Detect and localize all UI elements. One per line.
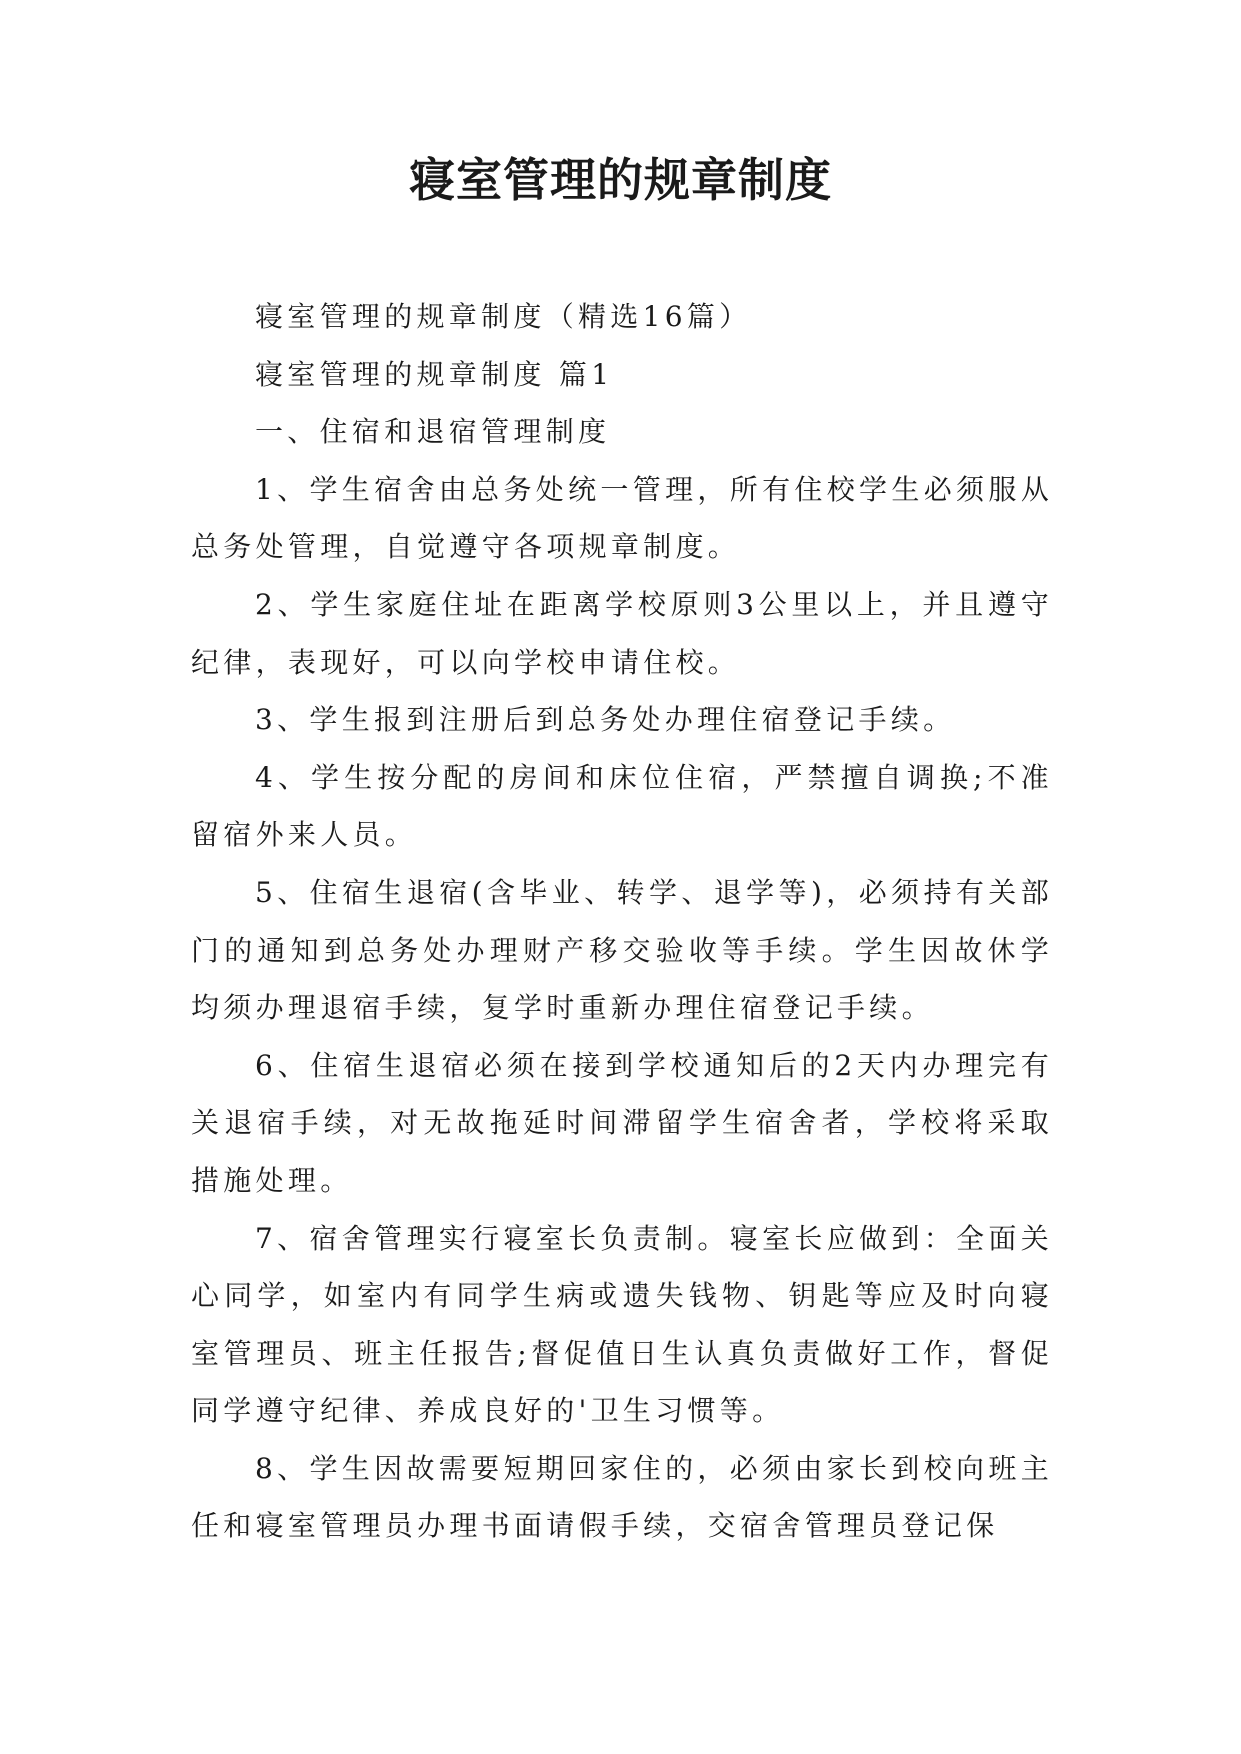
paragraph-section-heading: 寝室管理的规章制度 篇1 <box>255 357 614 391</box>
paragraph-item-1: 1、学生宿舍由总务处统一管理，所有住校学生必须服从总务处管理，自觉遵守各项规章制度。 <box>191 472 1053 564</box>
document-body <box>191 288 1053 1555</box>
paragraph-item-8: 8、学生因故需要短期回家住的，必须由家长到校向班主任和寝室管理员办理书面请假手续，交宿舍管理员登记保 <box>191 1451 1053 1543</box>
paragraph-item-2: 2、学生家庭住址在距离学校原则3公里以上，并且遵守纪律，表现好，可以向学校申请住校。 <box>191 587 1053 679</box>
paragraph-item-4: 4、学生按分配的房间和床位住宿，严禁擅自调换;不准留宿外来人员。 <box>191 760 1053 852</box>
paragraph-subtitle: 寝室管理的规章制度（精选16篇） <box>255 300 752 333</box>
paragraph-item-7: 7、宿舍管理实行寝室长负责制。寝室长应做到：全面关心同学，如室内有同学生病或遗失钱物、钥匙等应及时向寝室管理员、班主任报告;督促值日生认真负责做好工作，督促同学遵守纪律、养成良好的'卫生习惯等。 <box>191 1221 1053 1428</box>
paragraph-item-5: 5、住宿生退宿(含毕业、转学、退学等)，必须持有关部门的通知到总务处办理财产移交验收等手续。学生因故休学均须办理退宿手续，复学时重新办理住宿登记手续。 <box>191 875 1053 1025</box>
document-title: 寝室管理的规章制度 <box>409 153 832 207</box>
paragraph-item-3: 3、学生报到注册后到总务处办理住宿登记手续。 <box>255 703 956 737</box>
paragraph-chapter-heading: 一、住宿和退宿管理制度 <box>255 415 611 449</box>
paragraph-item-6: 6、住宿生退宿必须在接到学校通知后的2天内办理完有关退宿手续，对无故拖延时间滞留学生宿舍者，学校将采取措施处理。 <box>191 1048 1053 1197</box>
